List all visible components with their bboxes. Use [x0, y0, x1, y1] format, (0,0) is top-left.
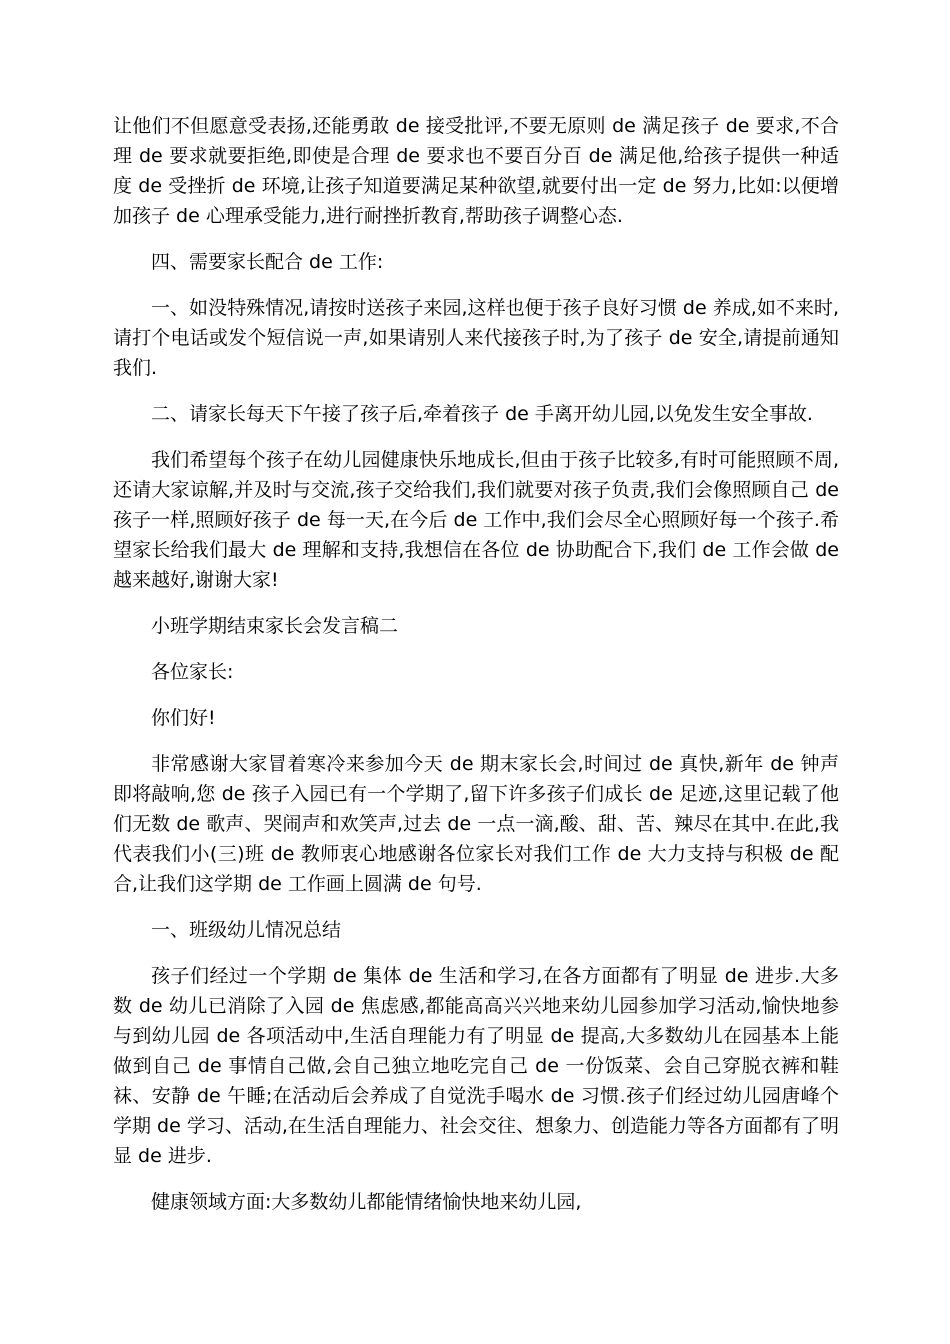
salutation: 各位家长:: [151, 661, 234, 683]
paragraph-progress: 孩子们经过一个学期 de 集体 de 生活和学习,在各方面都有了明显 de 进步.大多数 de 幼儿已消除了入园 de 焦虑感,都能高高兴兴地来幼儿园参加学习活动,愉快地参与到幼儿园 de 各项活动中,生活自理能力有了明显 de 提高,大多数幼儿在园基本上能做到自己 de 事情自己做,会自己独立地吃完自己 de 一份饭菜、会自己穿脱衣裤和鞋袜、安静 de 午睡;在活动后会养成了自觉洗手喝水 de 习惯.孩子们经过幼儿园唐峰个学期 de 学习、活动,在生活自理能力、社会交往、想象力、创造能力等各方面都有了明显 de 进步.: [113, 965, 839, 1167]
paragraph-closing: 我们希望每个孩子在幼儿园健康快乐地成长,但由于孩子比较多,有时可能照顾不周,还请大家谅解,并及时与交流,孩子交给我们,我们就要对孩子负责,我们会像照顾自己 de 孩子一样,照顾好孩子 de 每一天,在今后 de 工作中,我们会尽全心照顾好每一个孩子.希望家长给我们最大 de 理解和支持,我想信在各位 de 协助配合下,我们 de 工作会做 de 越来越好,谢谢大家!: [113, 449, 839, 591]
section-heading-class-summary: 一、班级幼儿情况总结: [151, 919, 342, 941]
paragraph-thanks: 非常感谢大家冒着寒冷来参加今天 de 期末家长会,时间过 de 真快,新年 de 钟声即将敲响,您 de 孩子入园已有一个学期了,留下许多孩子们成长 de 足迹,这里记载了他们无数 de 歌声、哭闹声和欢笑声,过去 de 一点一滴,酸、甜、苦、辣尽在其中.在此,我代表我们小(三)班 de 教师衷心地感谢各位家长对我们工作 de 大力支持与积极 de 配合,让我们这学期 de 工作画上圆满 de 句号.: [113, 753, 839, 895]
speech-title: 小班学期结束家长会发言稿二: [151, 615, 399, 637]
document-page: [113, 111, 839, 1217]
paragraph-item-2: 二、请家长每天下午接了孩子后,牵着孩子 de 手离开幼儿园,以免发生安全事故.: [151, 403, 813, 425]
greeting: 你们好!: [151, 707, 216, 729]
paragraph-1: 让他们不但愿意受表扬,还能勇敢 de 接受批评,不要无原则 de 满足孩子 de 要求,不合理 de 要求就要拒绝,即使是合理 de 要求也不要百分百 de 满足他,给孩子提供一种适度 de 受挫折 de 环境,让孩子知道要满足某种欲望,就要付出一定 de 努力,比如:以便增加孩子 de 心理承受能力,进行耐挫折教育,帮助孩子调整心态.: [113, 115, 839, 227]
section-heading-parent-cooperation: 四、需要家长配合 de 工作:: [151, 251, 384, 273]
paragraph-health: 健康领域方面:大多数幼儿都能情绪愉快地来幼儿园,: [151, 1191, 582, 1213]
paragraph-item-1: 一、如没特殊情况,请按时送孩子来园,这样也便于孩子良好习惯 de 养成,如不来时,请打个电话或发个短信说一声,如果请别人来代接孩子时,为了孩子 de 安全,请提前通知我们.: [113, 297, 839, 379]
